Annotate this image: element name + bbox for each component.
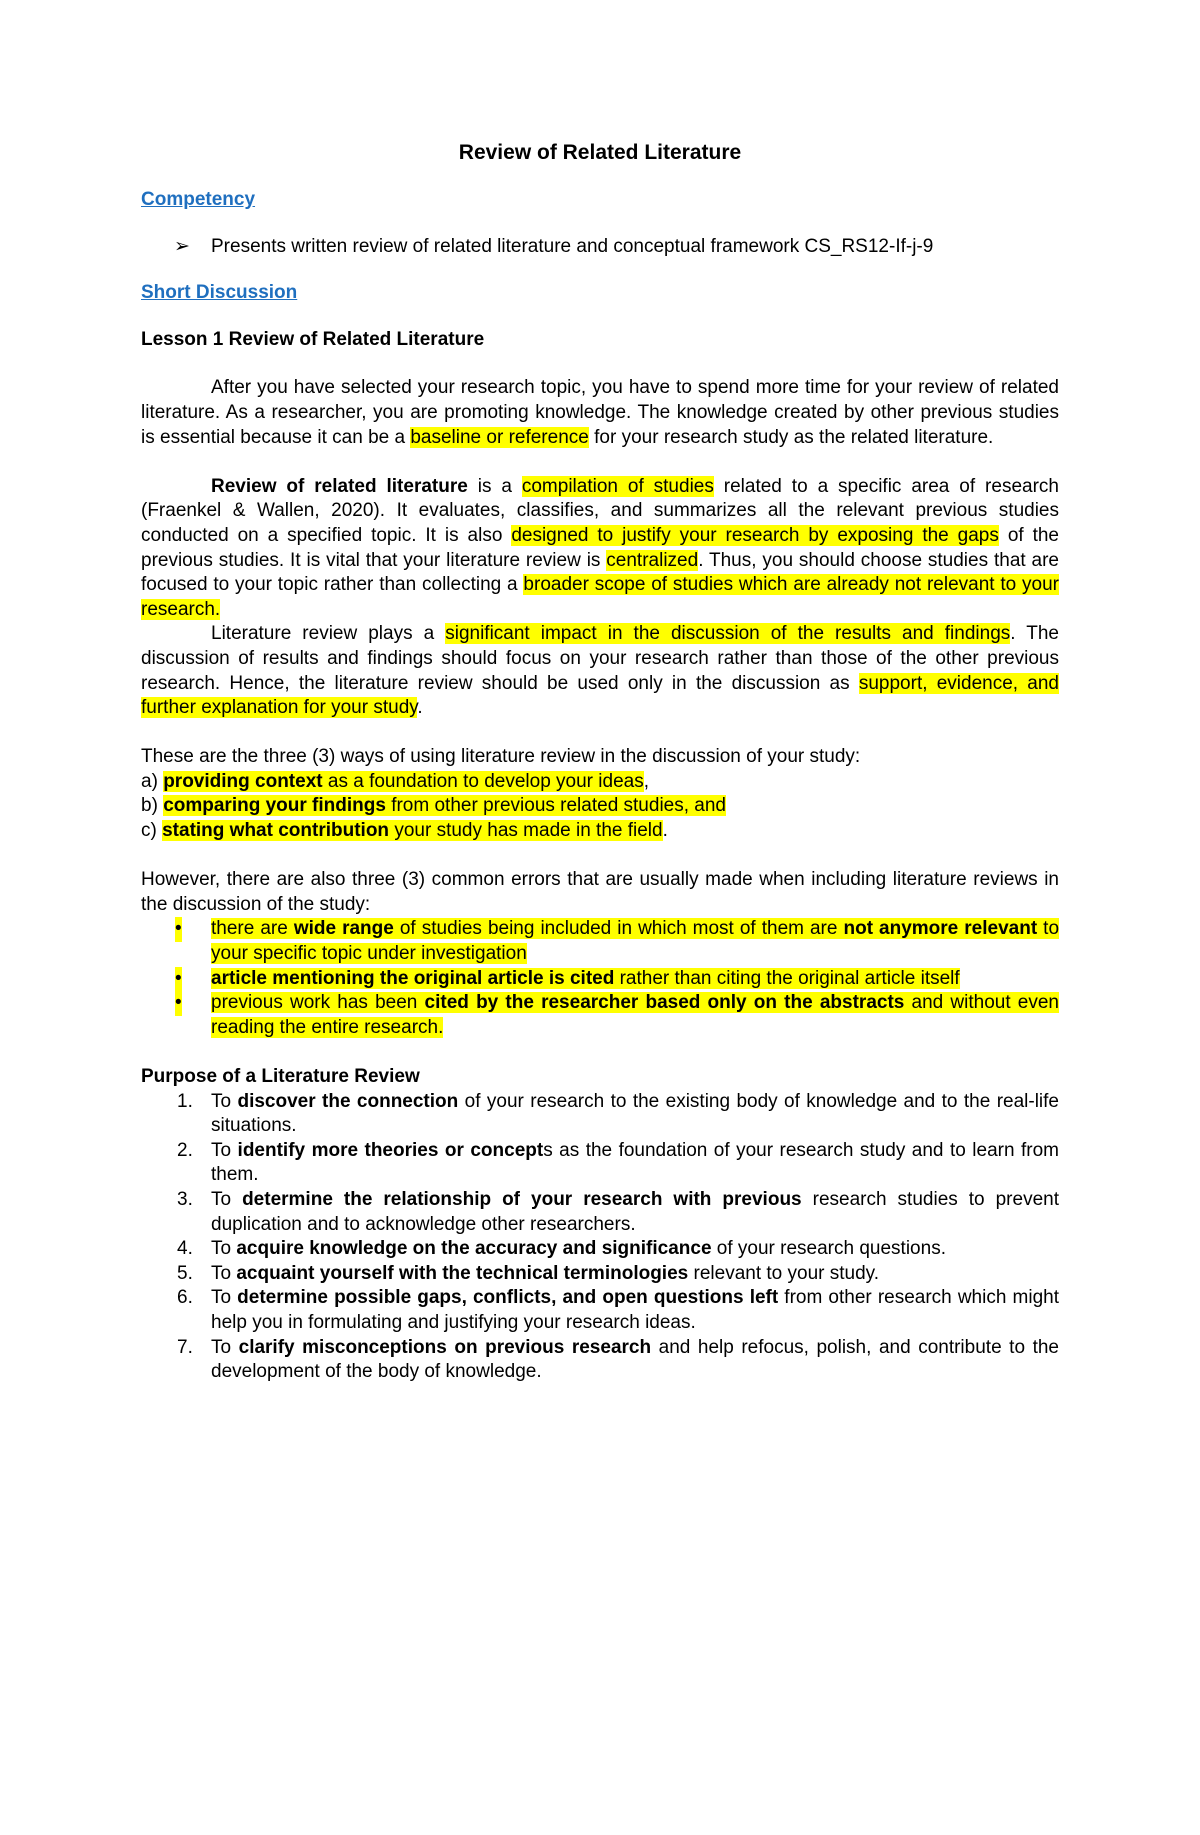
competency-item	[141, 235, 1059, 260]
highlight: to your specific topic under investigation	[211, 918, 1060, 965]
highlight-bold: wide range	[293, 918, 394, 940]
item-number: 2.	[177, 1139, 193, 1161]
text: s as the foundation of your research study and to learn from them.	[211, 1139, 1059, 1186]
bold-text: determine possible gaps, conflicts, and open questions left	[237, 1287, 779, 1309]
text: .	[662, 820, 668, 842]
bold-text: determine the relationship of your research with previous	[242, 1188, 802, 1210]
text: . The discussion of results and findings should focus on your research rather than those of the other previous research. Hence, the literature review should be used only in the discussion as	[141, 623, 1059, 694]
error-item	[141, 967, 1059, 992]
text: To	[211, 1262, 237, 1284]
highlight: broader scope of studies which are already not relevant to your research.	[141, 574, 1059, 620]
bullet-icon: •	[175, 991, 182, 1016]
purpose-item	[141, 1188, 1059, 1237]
competency-text: Presents written review of related literature and conceptual framework CS_RS12-If-j-9	[211, 235, 934, 257]
spacer	[141, 844, 1059, 869]
highlight: and without even reading the entire research.	[211, 992, 1059, 1038]
ways-intro: These are the three (3) ways of using literature review in the discussion of your study:	[141, 746, 861, 768]
text: To	[211, 1188, 243, 1210]
highlight: previous work has been	[211, 992, 425, 1014]
text: research studies to prevent duplication and to acknowledge other researchers.	[211, 1188, 1059, 1235]
highlight: compilation of studies	[521, 475, 714, 497]
text: To	[211, 1336, 239, 1358]
ways-item-c	[141, 819, 1059, 844]
highlight: support, evidence, and further explanation for your study	[141, 672, 1059, 719]
purpose-heading: Purpose of a Literature Review	[141, 1066, 420, 1087]
item-number: 4.	[177, 1238, 193, 1260]
item-number: 7.	[177, 1336, 193, 1358]
highlight: of studies being included in which most of them are	[393, 918, 844, 940]
highlight-bold: cited by the researcher based only on the abstracts	[424, 992, 905, 1014]
text: To	[211, 1090, 238, 1112]
ways-item-a	[141, 770, 1059, 795]
paragraph-definition	[141, 475, 1059, 623]
text: of the previous studies. It is vital that your literature review is	[141, 524, 1059, 571]
item-prefix: a)	[141, 770, 164, 792]
error-item	[141, 917, 1059, 966]
document-title: Review of Related Literature	[458, 141, 742, 164]
document-page	[141, 140, 1059, 1385]
purpose-item	[141, 1090, 1059, 1139]
lesson-heading: Lesson 1 Review of Related Literature	[141, 328, 485, 350]
text: .	[417, 697, 423, 719]
text: To	[211, 1287, 238, 1309]
highlight: baseline or reference	[410, 426, 589, 448]
bold-text: acquaint yourself with the technical terminologies	[236, 1262, 689, 1284]
spacer	[141, 1040, 1059, 1065]
text: related to a specific area of research (Fraenkel & Wallen, 2020). It evaluates, classifies, and summarizes all the relevant previous studies conducted on a specified topic. It is also	[141, 475, 1059, 546]
spacer	[141, 721, 1059, 746]
bullet-icon: •	[175, 917, 182, 942]
competency-section	[141, 188, 1059, 213]
highlight-bold: providing context	[163, 770, 323, 792]
purpose-item	[141, 1336, 1059, 1385]
highlight: there are	[211, 918, 294, 940]
text: is a	[467, 475, 522, 497]
item-number: 3.	[177, 1188, 193, 1210]
short-discussion-heading[interactable]: Short Discussion	[141, 282, 298, 304]
ways-item-b	[141, 794, 1059, 819]
text: from other research which might help you in formulating and justifying your research ideas.	[211, 1287, 1059, 1333]
bold-text: discover the connection	[237, 1090, 459, 1112]
competency-heading[interactable]: Competency	[141, 189, 256, 210]
text: relevant to your study.	[688, 1262, 880, 1284]
text: for your research study as the related literature.	[588, 426, 994, 448]
highlight-bold: comparing your findings	[163, 795, 386, 817]
purpose-item	[141, 1139, 1059, 1188]
text: of your research questions.	[711, 1238, 946, 1260]
paragraph-intro	[141, 376, 1059, 450]
text: To	[211, 1238, 237, 1260]
purpose-item	[141, 1286, 1059, 1335]
highlight: your study has made in the field	[389, 820, 663, 842]
purpose-item	[141, 1237, 1059, 1262]
highlight: as a foundation to develop your ideas	[322, 770, 644, 792]
paragraph-impact	[141, 622, 1059, 720]
short-discussion-section	[141, 281, 1059, 306]
highlight-bold: article mentioning the original article is cited	[211, 967, 615, 989]
bold-text: clarify misconceptions on previous research	[238, 1336, 652, 1358]
highlight: from other previous related studies, and	[385, 795, 726, 817]
purpose-item	[141, 1262, 1059, 1287]
item-prefix: c)	[141, 820, 163, 842]
highlight: rather than citing the original article itself	[614, 967, 960, 989]
text: After you have selected your research topic, you have to spend more time for your review of related literature. As a researcher, you are promoting knowledge. The knowledge created by other previous studies is essential because it can be a	[141, 377, 1059, 448]
errors-intro: However, there are also three (3) common errors that are usually made when including literature reviews in the discussion of the study:	[141, 869, 1059, 915]
item-prefix: b)	[141, 795, 164, 817]
text: To	[211, 1139, 238, 1161]
spacer	[141, 450, 1059, 475]
text: and help refocus, polish, and contribute to the development of the body of knowledge.	[211, 1336, 1059, 1383]
bullet-icon: •	[175, 967, 182, 992]
highlight-bold: stating what contribution	[162, 820, 390, 842]
text: Literature review plays a	[211, 623, 446, 645]
item-number: 6.	[177, 1287, 193, 1309]
text: ,	[643, 770, 649, 792]
bold-text: identify more theories or concept	[237, 1139, 544, 1161]
arrow-bullet-icon: ➢	[174, 235, 190, 257]
text: . Thus, you should choose studies that are focused to your topic rather than collecting a	[141, 549, 1059, 596]
highlight: centralized	[606, 549, 699, 571]
highlight: significant impact in the discussion of the results and findings	[445, 623, 1011, 645]
highlight: designed to justify your research by exposing the gaps	[511, 524, 999, 546]
text: of your research to the existing body of knowledge and to the real-life situations.	[211, 1090, 1059, 1137]
highlight-bold: not anymore relevant	[843, 918, 1038, 940]
bold-text: acquire knowledge on the accuracy and significance	[236, 1238, 712, 1260]
item-number: 5.	[177, 1262, 193, 1284]
item-number: 1.	[177, 1090, 193, 1112]
error-item	[141, 991, 1059, 1040]
bold-text: Review of related literature	[211, 475, 468, 497]
